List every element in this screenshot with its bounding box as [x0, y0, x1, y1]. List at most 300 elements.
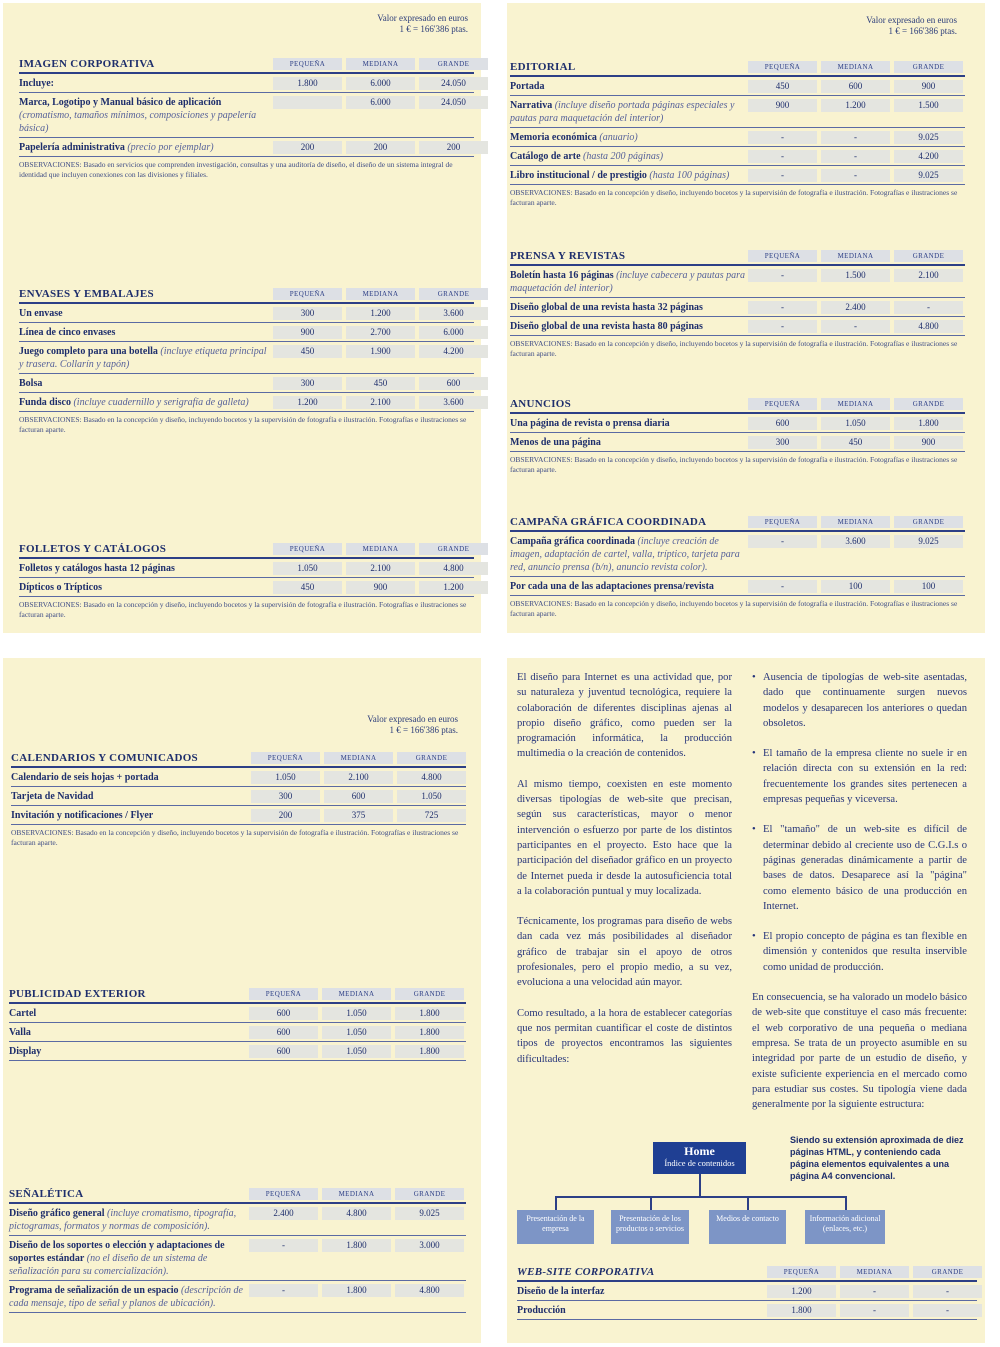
price-cell: 600 [249, 1045, 318, 1058]
table-row [510, 317, 965, 336]
table-row [11, 806, 466, 825]
row-label [19, 77, 271, 90]
row-label [19, 326, 271, 339]
row-item-note: (incluye diseño portada páginas especiales y pautas para maquetación del interior) [510, 100, 735, 124]
exchange-line-1: Valor expresado en euros [367, 714, 458, 724]
row-label [11, 790, 249, 803]
section-calendarios [11, 752, 466, 848]
home-sublabel: Índice de contenidos [664, 1158, 735, 1168]
quadrant-bottom-left [3, 658, 481, 1343]
table-row [510, 77, 965, 96]
column-header-small: PEQUEÑA [748, 398, 817, 410]
price-cell: 1.050 [322, 1045, 391, 1058]
price-cell: 24.050 [419, 96, 488, 109]
price-cell: 1.050 [397, 790, 466, 803]
section-website [517, 1266, 977, 1320]
price-cell: 1.050 [251, 771, 320, 784]
row-label [510, 99, 746, 125]
row-item-name: Diseño global de una revista hasta 80 páginas [510, 321, 703, 332]
observations: OBSERVACIONES: Basado en la concepción y diseño, incluyendo bocetos y la supervisión de fotografía e ilustración. Fotografías e ilustraciones se facturan aparte. [19, 600, 467, 619]
observations: OBSERVACIONES: Basado en servicios que comprenden investigación, consultas y una auditoría de diseño, el diseño de un sistema integral de identidad que incluyen conexiones con las divisiones y filiales. [19, 160, 453, 179]
row-item-note: (incluye etiqueta principal y trasera. Collarín y tapón) [19, 346, 267, 370]
row-item-name: Cartel [9, 1008, 37, 1019]
row-label [9, 1007, 247, 1020]
difficulty-item: • El "tamaño" de un web-site es difícil de determinar debido al creciente uso de C.G.I.s o páginas generadas dinámicamente a partir de bases de datos. Desaparece así la "página" como elemento básico de una producción en Internet. [752, 822, 967, 914]
table-row [510, 266, 965, 298]
price-cell: 1.800 [273, 77, 342, 90]
column-header-medium: MEDIANA [821, 398, 890, 410]
price-cell: 2.400 [249, 1207, 318, 1220]
table-row [11, 787, 466, 806]
row-item-name: Diseño gráfico general [9, 1208, 105, 1219]
row-item-name: Diseño de los soportes o elección y adaptaciones de soportes estándar [9, 1240, 225, 1264]
price-cell: - [748, 535, 817, 548]
observations: OBSERVACIONES: Basado en la concepción y diseño, incluyendo bocetos y la supervisión de fotografía e ilustración. Fotografías e ilustraciones se facturan aparte. [11, 828, 459, 847]
price-cell: 900 [894, 80, 963, 93]
table-row [19, 323, 474, 342]
row-item-note: (incluye cuadernillo y serigrafía de galleta) [73, 397, 249, 408]
section-header [510, 398, 965, 414]
column-header-medium: MEDIANA [840, 1266, 909, 1278]
column-header-small: PEQUEÑA [249, 1188, 318, 1200]
row-label [19, 307, 271, 320]
section-title: EDITORIAL [510, 61, 576, 73]
observations: OBSERVACIONES: Basado en la concepción y diseño, incluyendo bocetos y la supervisión de fotografía e ilustración. Fotografías e ilustraciones se facturan aparte. [510, 599, 958, 618]
table-row [517, 1301, 977, 1320]
price-cell: - [821, 131, 890, 144]
section-header [19, 288, 474, 304]
price-cell: 1.800 [395, 1026, 464, 1039]
exchange-line-1: Valor expresado en euros [377, 13, 468, 23]
observations: OBSERVACIONES: Basado en la concepción y diseño, incluyendo bocetos y la supervisión de fotografía e ilustración. Fotografías e ilustraciones se facturan aparte. [510, 188, 958, 207]
row-item-name: Portada [510, 81, 545, 92]
row-label [9, 1207, 247, 1233]
table-row [19, 93, 474, 138]
price-cell: 900 [273, 326, 342, 339]
column-header-small: PEQUEÑA [748, 61, 817, 73]
quadrant-bottom-right [507, 658, 985, 1343]
column-header-small: PEQUEÑA [251, 752, 320, 764]
price-cell: 450 [273, 345, 342, 358]
table-row [9, 1281, 466, 1313]
section-campana [510, 516, 965, 619]
table-row [19, 74, 474, 93]
price-cell: 4.800 [322, 1207, 391, 1220]
row-label [517, 1285, 765, 1298]
table-row [517, 1282, 977, 1301]
column-header-small: PEQUEÑA [767, 1266, 836, 1278]
section-title: ANUNCIOS [510, 398, 572, 410]
observations: OBSERVACIONES: Basado en la concepción y diseño, incluyendo bocetos y la supervisión de fotografía e ilustración. Fotografías e ilustraciones se facturan aparte. [510, 339, 958, 358]
price-cell: 1.200 [273, 396, 342, 409]
row-item-note: (no el diseño de un sistema de señalización para su comercialización). [9, 1253, 208, 1277]
home-node [653, 1142, 746, 1174]
section-title: FOLLETOS Y CATÁLOGOS [19, 543, 167, 555]
price-cell: 1.900 [346, 345, 415, 358]
row-item-name: Calendario de seis hojas + portada [11, 772, 159, 783]
price-cell: 4.200 [894, 150, 963, 163]
difficulty-item: • Ausencia de tipologías de web-site asentadas, dado que continuamente surgen nuevos modelos y desaparecen los anteriores o quedan obsoletos. [752, 670, 967, 731]
row-item-name: Narrativa [510, 100, 553, 111]
table-row [9, 1042, 466, 1061]
row-item-note: (anuario) [599, 132, 638, 143]
price-cell: - [913, 1304, 982, 1317]
web-paragraph-4: Como resultado, a la hora de establecer categorías que nos permitan cuantificar el coste de distintos tipos de proyectos encontramos las siguientes dificultades: [517, 1007, 732, 1065]
price-cell: 375 [324, 809, 393, 822]
row-item-name: Valla [9, 1027, 31, 1038]
row-label [510, 417, 746, 430]
row-item-name: Libro institucional / de prestigio [510, 170, 647, 181]
price-cell: 2.100 [346, 562, 415, 575]
table-row [9, 1004, 466, 1023]
price-cell: - [913, 1285, 982, 1298]
section-editorial [510, 61, 965, 208]
price-cell: 600 [249, 1007, 318, 1020]
price-cell: 900 [894, 436, 963, 449]
section-header [517, 1266, 977, 1282]
price-cell: 24.050 [419, 77, 488, 90]
row-item-note: (incluye cromatismo, tipografía, pictogramas, formatos y normas de composición). [9, 1208, 237, 1232]
row-item-name: Invitación y notificaciones / Flyer [11, 810, 154, 821]
table-row [19, 342, 474, 374]
section-title: PUBLICIDAD EXTERIOR [9, 988, 146, 1000]
row-item-name: Memoria económica [510, 132, 597, 143]
column-header-large: GRANDE [397, 752, 466, 764]
table-row [9, 1236, 466, 1281]
web-paragraph-1: El diseño para Internet es una actividad que, por su naturaleza y juventud tecnológica, requiere la colaboración de diferentes disciplinas ajenas al propio diseño gráfico, como pueden ser la programación informática, la producción multimedia o la creación de contenidos. [517, 672, 732, 760]
price-cell: 450 [273, 581, 342, 594]
price-cell: 4.800 [894, 320, 963, 333]
diagram-connector [747, 1196, 749, 1210]
price-cell: - [821, 150, 890, 163]
price-cell: 2.700 [346, 326, 415, 339]
row-item-note: (hasta 200 páginas) [583, 151, 664, 162]
section-title: SEÑALÉTICA [9, 1188, 84, 1200]
price-cell: 1.050 [821, 417, 890, 430]
table-row [19, 374, 474, 393]
row-item-name: Bolsa [19, 378, 43, 389]
price-cell: 3.600 [821, 535, 890, 548]
row-item-note: (incluye creación de imagen, adaptación de cartel, valla, tríptico, tarjeta para red, anuncio prensa (b/n), anuncio revista color). [510, 536, 740, 573]
price-cell: 9.025 [894, 169, 963, 182]
price-cell: 200 [251, 809, 320, 822]
price-cell: 600 [249, 1026, 318, 1039]
column-header-large: GRANDE [419, 288, 488, 300]
column-header-large: GRANDE [894, 61, 963, 73]
table-row [11, 768, 466, 787]
section-title: IMAGEN CORPORATIVA [19, 58, 155, 70]
section-title: CALENDARIOS Y COMUNICADOS [11, 752, 198, 764]
column-header-small: PEQUEÑA [273, 58, 342, 70]
exchange-line-2: 1 € = 166'386 ptas. [389, 725, 458, 735]
column-header-small: PEQUEÑA [748, 250, 817, 262]
child-node-products: Presentación de los productos o servicios [611, 1210, 689, 1244]
price-cell: 2.100 [324, 771, 393, 784]
row-item-note: (cromatismo, tamaños mínimos, composiciones y papelería básica) [19, 110, 257, 134]
price-cell: 1.050 [322, 1007, 391, 1020]
price-cell: - [894, 301, 963, 314]
price-cell: 1.200 [821, 99, 890, 112]
price-cell: 9.025 [395, 1207, 464, 1220]
web-paragraph-3: Técnicamente, los programas para diseño de webs dan cada vez más posibilidades al diseñador gráfico de trabajar sin el apoyo de otros profesionales, pero el propio medio, a su vez, evoluciona a una velocidad aún mayor. [517, 916, 732, 989]
table-row [510, 298, 965, 317]
price-cell: - [821, 320, 890, 333]
table-row [19, 578, 474, 597]
column-header-medium: MEDIANA [821, 61, 890, 73]
price-cell: 300 [748, 436, 817, 449]
price-cell: 600 [821, 80, 890, 93]
section-publicidad [9, 988, 466, 1061]
observations: OBSERVACIONES: Basado en la concepción y diseño, incluyendo bocetos y la supervisión de fotografía e ilustración. Fotografías e ilustraciones se facturan aparte. [510, 455, 958, 474]
table-row [510, 128, 965, 147]
price-cell: - [249, 1284, 318, 1297]
column-header-small: PEQUEÑA [748, 516, 817, 528]
price-cell: 600 [748, 417, 817, 430]
price-cell: 600 [419, 377, 488, 390]
table-row [19, 393, 474, 412]
price-cell [273, 96, 342, 109]
price-cell: - [821, 169, 890, 182]
price-cell: 4.200 [419, 345, 488, 358]
column-header-large: GRANDE [913, 1266, 982, 1278]
section-anuncios [510, 398, 965, 475]
column-header-medium: MEDIANA [821, 250, 890, 262]
row-label [19, 377, 271, 390]
section-prensa [510, 250, 965, 359]
exchange-note [303, 13, 468, 35]
row-item-name: Tarjeta de Navidad [11, 791, 94, 802]
column-header-medium: MEDIANA [346, 58, 415, 70]
quadrant-top-left [3, 3, 481, 633]
price-cell: - [748, 169, 817, 182]
exchange-line-2: 1 € = 166'386 ptas. [399, 24, 468, 34]
price-cell: 1.200 [767, 1285, 836, 1298]
price-cell: 450 [346, 377, 415, 390]
row-item-name: Línea de cinco envases [19, 327, 116, 338]
price-cell: 1.050 [322, 1026, 391, 1039]
column-header-large: GRANDE [894, 250, 963, 262]
table-row [510, 577, 965, 596]
price-cell: 1.800 [767, 1304, 836, 1317]
table-row [9, 1204, 466, 1236]
price-cell: 2.100 [894, 269, 963, 282]
price-cell: 3.600 [419, 396, 488, 409]
section-header [9, 1188, 466, 1204]
observations: OBSERVACIONES: Basado en la concepción y diseño, incluyendo bocetos y la supervisión de fotografía e ilustración. Fotografías e ilustraciones se facturan aparte. [19, 415, 467, 434]
price-cell: 3.000 [395, 1239, 464, 1252]
row-label [510, 80, 746, 93]
price-cell: 4.800 [419, 562, 488, 575]
table-row [510, 147, 965, 166]
column-header-large: GRANDE [894, 398, 963, 410]
section-header [510, 516, 965, 532]
row-label [510, 150, 746, 163]
difficulty-item: • El propio concepto de página es tan flexible en dimensión y contenidos que resulta inservible como unidad de producción. [752, 929, 967, 975]
table-row [510, 166, 965, 185]
exchange-line-2: 1 € = 166'386 ptas. [888, 26, 957, 36]
row-label [517, 1304, 765, 1317]
price-cell: - [840, 1285, 909, 1298]
row-label [510, 436, 746, 449]
row-item-name: Incluye: [19, 78, 54, 89]
price-cell: 9.025 [894, 131, 963, 144]
row-item-name: Display [9, 1046, 42, 1057]
price-cell: 1.500 [821, 269, 890, 282]
row-item-name: Papelería administrativa [19, 142, 125, 153]
price-cell: 725 [397, 809, 466, 822]
row-item-name: Producción [517, 1305, 566, 1316]
diagram-connector [699, 1174, 701, 1196]
section-title: CAMPAÑA GRÁFICA COORDINADA [510, 516, 707, 528]
price-cell: 6.000 [346, 77, 415, 90]
column-header-large: GRANDE [894, 516, 963, 528]
price-cell: 300 [273, 307, 342, 320]
diagram-note: Siendo su extensión aproximada de diez páginas HTML, y conteniendo cada página elementos equivalentes a una página A4 convencional. [790, 1135, 964, 1181]
price-cell: 1.050 [273, 562, 342, 575]
row-label [9, 1239, 247, 1278]
price-cell: 4.800 [397, 771, 466, 784]
web-paragraph-2: Al mismo tiempo, coexisten en este momento diversas tipologías de web-site que precisan, según sus características, mayor o menor intervención o esfuerzo por parte de los distintos participantes en el proyecto. Esto hace que la participación del diseñador gráfico en un proyecto de Internet pueda ir desde la autosuficiencia total a la colaboración puntual y muy localizada. [517, 778, 732, 897]
price-cell: 2.100 [346, 396, 415, 409]
price-cell: 1.800 [395, 1007, 464, 1020]
row-item-name: Diseño global de una revista hasta 32 páginas [510, 302, 703, 313]
price-cell: 1.500 [894, 99, 963, 112]
price-cell: - [748, 320, 817, 333]
section-header [19, 543, 474, 559]
price-cell: - [748, 269, 817, 282]
column-header-medium: MEDIANA [346, 543, 415, 555]
table-row [510, 433, 965, 452]
price-cell: 300 [273, 377, 342, 390]
exchange-note [293, 714, 458, 736]
row-label [510, 320, 746, 333]
column-header-large: GRANDE [395, 988, 464, 1000]
child-node-extra-info: Información adicional (enlaces, etc.) [805, 1210, 885, 1244]
price-cell: 4.800 [395, 1284, 464, 1297]
table-row [9, 1023, 466, 1042]
row-label [11, 809, 249, 822]
row-label [19, 141, 271, 154]
child-node-company: Presentación de la empresa [517, 1210, 594, 1244]
price-cell: - [748, 150, 817, 163]
row-item-name: Funda disco [19, 397, 71, 408]
price-cell: 6.000 [346, 96, 415, 109]
row-label [11, 771, 249, 784]
row-item-note: (hasta 100 páginas) [649, 170, 730, 181]
price-cell: 900 [346, 581, 415, 594]
price-cell: 450 [821, 436, 890, 449]
row-item-note: (incluye cabecera y pautas para maquetación del interior) [510, 270, 745, 294]
row-item-name: Programa de señalización de un espacio [9, 1285, 179, 1296]
child-node-contact: Medios de contacto [709, 1210, 786, 1244]
price-cell: 1.200 [419, 581, 488, 594]
price-cell: 100 [894, 580, 963, 593]
row-item-name: Juego completo para una botella [19, 346, 158, 357]
difficulties-list [752, 670, 967, 975]
column-header-small: PEQUEÑA [273, 543, 342, 555]
quadrant-top-right [507, 3, 985, 633]
section-title: ENVASES Y EMBALAJES [19, 288, 154, 300]
row-label [510, 535, 746, 574]
row-label [510, 131, 746, 144]
web-text-left-column [517, 670, 732, 1082]
price-cell: 300 [251, 790, 320, 803]
section-envases [19, 288, 474, 435]
table-row [19, 304, 474, 323]
row-label [19, 396, 271, 409]
price-cell: 1.800 [322, 1239, 391, 1252]
column-header-small: PEQUEÑA [249, 988, 318, 1000]
table-row [510, 532, 965, 577]
row-label [19, 96, 271, 135]
column-header-medium: MEDIANA [346, 288, 415, 300]
home-label: Home [684, 1144, 715, 1158]
row-label [9, 1026, 247, 1039]
diagram-connector [845, 1196, 847, 1210]
column-header-large: GRANDE [419, 58, 488, 70]
price-cell: 200 [346, 141, 415, 154]
price-cell: 3.600 [419, 307, 488, 320]
section-header [510, 61, 965, 77]
column-header-large: GRANDE [419, 543, 488, 555]
column-header-medium: MEDIANA [322, 1188, 391, 1200]
column-header-medium: MEDIANA [821, 516, 890, 528]
row-item-name: Boletín hasta 16 páginas [510, 270, 614, 281]
row-label [510, 269, 746, 295]
table-row [19, 138, 474, 157]
price-cell: 100 [821, 580, 890, 593]
diagram-connector [650, 1196, 652, 1210]
price-cell: 1.800 [395, 1045, 464, 1058]
exchange-note [792, 15, 957, 37]
section-header [9, 988, 466, 1004]
difficulty-item: • El tamaño de la empresa cliente no suele ir en relación directa con su extensión en la red: frecuentemente los grandes sites pertenecen a empresas pequeñas y viceversa. [752, 746, 967, 807]
row-label [19, 562, 271, 575]
row-item-name: Catálogo de arte [510, 151, 581, 162]
diagram-connector [555, 1196, 557, 1210]
row-item-name: Un envase [19, 308, 63, 319]
price-cell: 1.800 [322, 1284, 391, 1297]
exchange-line-1: Valor expresado en euros [866, 15, 957, 25]
section-senaletica [9, 1188, 466, 1313]
column-header-medium: MEDIANA [322, 988, 391, 1000]
price-cell: 200 [419, 141, 488, 154]
price-cell: 1.800 [894, 417, 963, 430]
column-header-medium: MEDIANA [324, 752, 393, 764]
price-cell: 600 [324, 790, 393, 803]
web-paragraph-5: En consecuencia, se ha valorado un modelo básico de web-site que constituye el caso más frecuente: el web corporativo de una pequeña o mediana empresa. Se trata de un proyecto asumible en su integridad por parte de un estudio de diseño, y existe suficiente experiencia en el mercado como para estudiar sus costes. Su tipología viene dada generalmente por la siguiente estructura: [752, 992, 967, 1111]
diagram-connector [555, 1196, 847, 1198]
column-header-large: GRANDE [395, 1188, 464, 1200]
column-header-small: PEQUEÑA [273, 288, 342, 300]
price-cell: 1.200 [346, 307, 415, 320]
price-cell: 200 [273, 141, 342, 154]
price-cell: - [748, 580, 817, 593]
row-item-name: Menos de una página [510, 437, 601, 448]
section-folletos [19, 543, 474, 620]
row-item-name: Dípticos o Trípticos [19, 582, 102, 593]
table-row [510, 96, 965, 128]
section-title: PRENSA Y REVISTAS [510, 250, 626, 262]
section-title: WEB-SITE CORPORATIVA [517, 1266, 655, 1278]
row-item-name: Marca, Logotipo y Manual básico de aplicación [19, 97, 222, 108]
price-cell: - [249, 1239, 318, 1252]
section-header [11, 752, 466, 768]
row-item-name: Por cada una de las adaptaciones prensa/revista [510, 581, 714, 592]
row-label [19, 345, 271, 371]
row-item-name: Campaña gráfica coordinada [510, 536, 635, 547]
price-cell: - [840, 1304, 909, 1317]
